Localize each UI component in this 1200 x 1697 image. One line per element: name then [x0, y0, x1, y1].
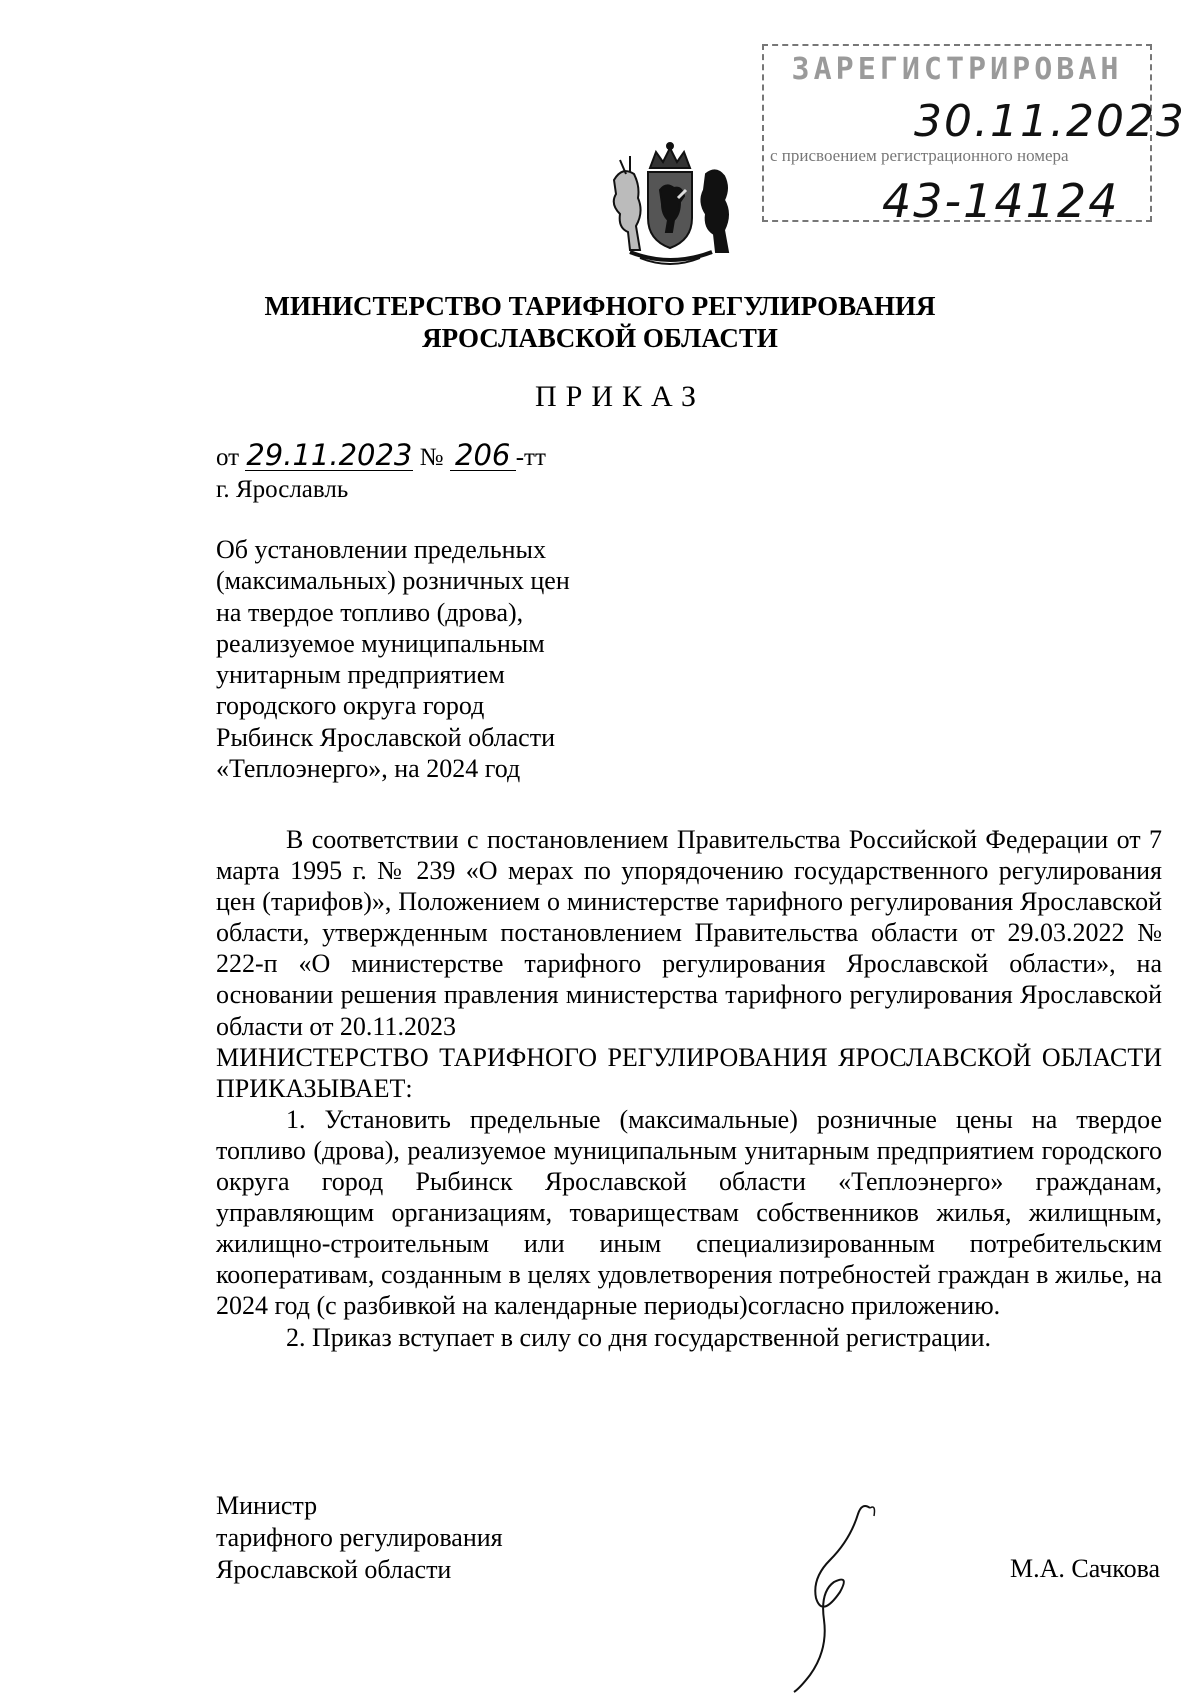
order-subject	[216, 534, 570, 784]
order-date-line	[216, 440, 546, 472]
handwritten-signature-icon	[770, 1500, 890, 1695]
subject-line: (максимальных) розничных цен	[216, 566, 570, 596]
coat-of-arms-icon	[600, 140, 740, 272]
subject-line: «Теплоэнерго», на 2024 год	[216, 754, 521, 784]
from-label: от	[216, 444, 240, 471]
order-date: 29.11.2023	[246, 438, 413, 472]
signer-title-line3: Ярославской области	[216, 1555, 452, 1584]
order-number-suffix: -тт	[515, 444, 546, 471]
order-body	[216, 824, 1162, 1353]
ministry-heading-line2: ЯРОСЛАВСКОЙ ОБЛАСТИ	[422, 323, 778, 353]
signer-title-line1: Министр	[216, 1491, 318, 1520]
ministry-heading-line1: МИНИСТЕРСТВО ТАРИФНОГО РЕГУЛИРОВАНИЯ	[264, 291, 936, 321]
stamp-title: ЗАРЕГИСТРИРОВАН	[791, 52, 1123, 87]
preamble-paragraph: В соответствии с постановлением Правительства Российской Федерации от 7 марта 1995 г. № 239 «О мерах по упорядочению государственного регулирования цен (тарифов)», Положением о министерстве тарифного регулирования Ярославской области, утвержденным постановлением Правительства области от 29.03.2022 № 222-п «О министерстве тарифного регулирования Ярославской области», на основании решения правления министерства тарифного регулирования Ярославской области от 20.11.2023	[216, 825, 1162, 1041]
signer-title	[216, 1490, 503, 1586]
item-1-paragraph: 1. Установить предельные (максимальные) розничные цены на твердое топливо (дрова), реализуемое муниципальным унитарным предприятием городского округа город Рыбинск Ярославской области «Теплоэнерго» гражданам, управляющим организациям, товариществам собственников жилья, жилищным, жилищно-строительным или иным специализированным потребительским кооперативам, созданным в целях удовлетворения потребностей граждан в жилье, на 2024 год (с разбивкой на календарные периоды)согласно приложению.	[216, 1104, 1162, 1321]
subject-line: реализуемое муниципальным	[216, 628, 545, 658]
subject-line: на твердое топливо (дрова),	[216, 597, 524, 627]
stamp-subtext: с присвоением регистрационного номера	[770, 146, 1069, 165]
order-number: 206	[450, 440, 516, 471]
registration-stamp	[762, 44, 1186, 228]
decree-paragraph: МИНИСТЕРСТВО ТАРИФНОГО РЕГУЛИРОВАНИЯ ЯРОСЛАВСКОЙ ОБЛАСТИ ПРИКАЗЫВАЕТ:	[216, 1042, 1162, 1103]
item-2-paragraph: 2. Приказ вступает в силу со дня государственной регистрации.	[286, 1322, 992, 1352]
ministry-heading	[0, 290, 1200, 354]
subject-line: Об установлении предельных	[216, 535, 546, 564]
subject-line: городского округа город	[216, 691, 485, 721]
signer-title-line2: тарифного регулирования	[216, 1523, 503, 1552]
stamp-date: 30.11.2023	[914, 96, 1186, 147]
number-label: №	[419, 444, 444, 471]
subject-line: Рыбинск Ярославской области	[216, 722, 556, 752]
stamp-number: 43-14124	[882, 174, 1120, 228]
city: г. Ярославль	[216, 476, 349, 503]
document-type: ПРИКАЗ	[535, 380, 705, 413]
signer-name: М.А. Сачкова	[1010, 1554, 1161, 1583]
subject-line: унитарным предприятием	[216, 660, 505, 690]
